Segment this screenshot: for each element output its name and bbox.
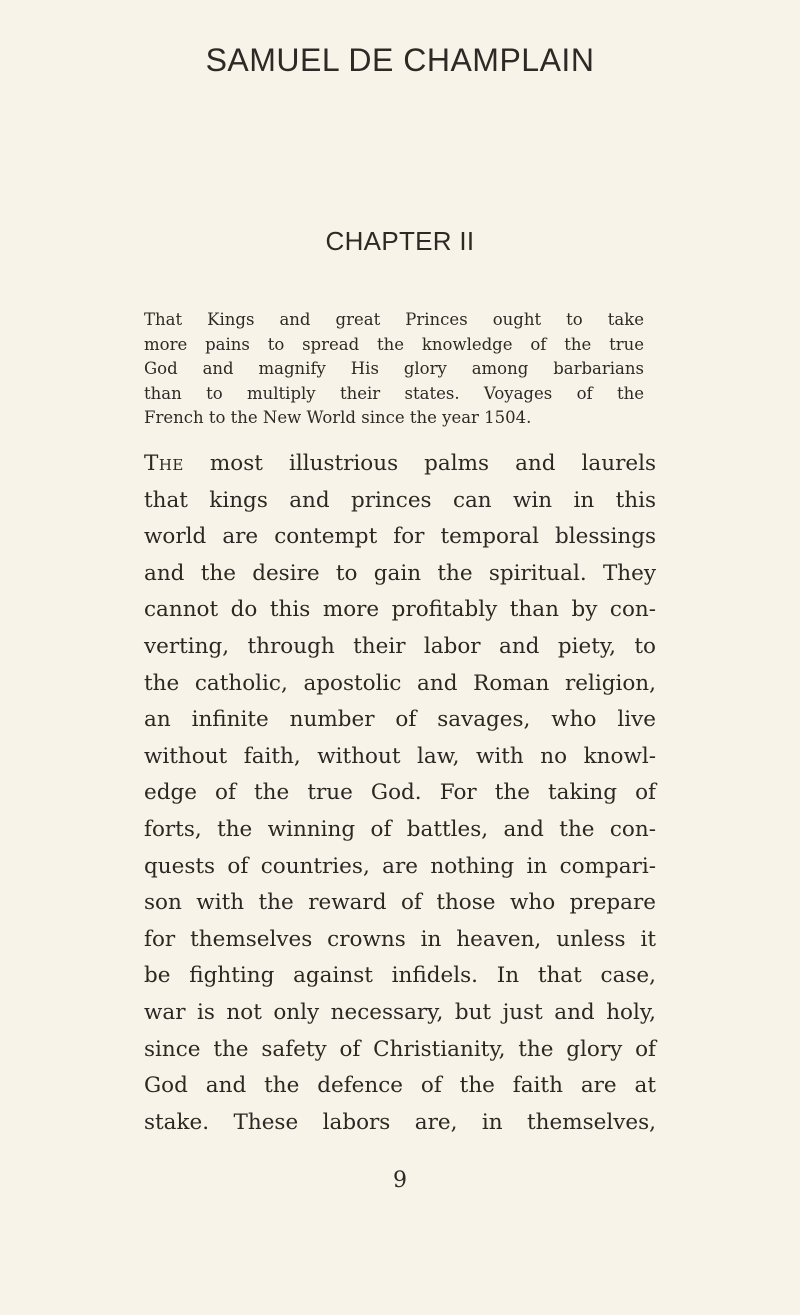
body-line: verting, through their labor and piety, to — [144, 633, 656, 659]
body-line: stake. These labors are, in themselves, — [144, 1109, 656, 1135]
chapter-summary — [144, 308, 644, 431]
body-line: be fighting against infidels. In that case, — [144, 963, 656, 989]
summary-line: more pains to spread the knowledge of the true — [144, 334, 644, 354]
summary-line: That Kings and great Princes ought to take — [144, 310, 644, 329]
body-line-text: most illustrious palms and laurels — [183, 451, 656, 476]
body-line: without faith, without law, with no knowl- — [144, 743, 656, 769]
body-line: son with the reward of those who prepare — [144, 890, 656, 916]
body-line — [144, 446, 656, 483]
body-line: that kings and princes can win in this — [144, 487, 656, 513]
body-line: and the desire to gain the spiritual. They — [144, 560, 656, 586]
body-line: for themselves crowns in heaven, unless it — [144, 926, 656, 952]
page-number: 9 — [393, 1168, 407, 1193]
summary-line: God and magnify His glory among barbarians — [144, 359, 644, 378]
summary-line: French to the New World since the year 1504. — [144, 408, 532, 427]
body-paragraph — [144, 446, 656, 1141]
running-head: SAMUEL DE CHAMPLAIN — [205, 42, 595, 78]
body-line: God and the defence of the faith are at — [144, 1073, 656, 1099]
body-line: an infinite number of savages, who live — [144, 707, 656, 733]
body-line: edge of the true God. For the taking of — [144, 780, 656, 806]
summary-line: than to multiply their states. Voyages of the — [144, 383, 644, 403]
body-line: since the safety of Christianity, the glory of — [144, 1036, 656, 1062]
opening-word: The — [144, 451, 184, 476]
body-line: forts, the winning of battles, and the con- — [144, 816, 656, 842]
body-line: quests of countries, are nothing in compari- — [144, 853, 656, 879]
body-line: cannot do this more profitably than by con- — [144, 597, 656, 623]
body-line: world are contempt for temporal blessings — [144, 524, 656, 550]
chapter-title: CHAPTER II — [325, 226, 475, 256]
body-line: war is not only necessary, but just and holy, — [144, 999, 656, 1025]
body-line: the catholic, apostolic and Roman religion, — [144, 670, 656, 696]
